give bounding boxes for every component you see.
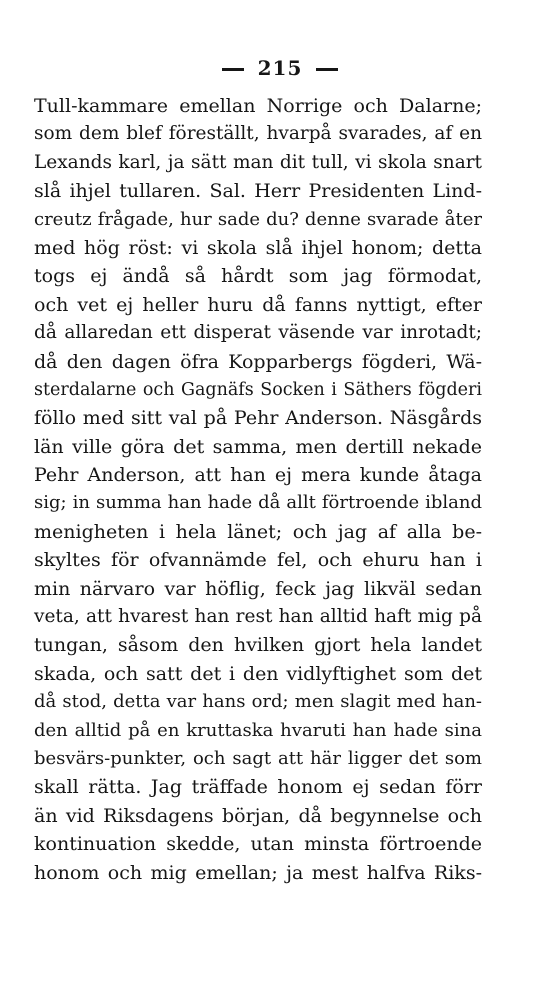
text-line: togs ej ändå så hårdt som jag förmodat, <box>34 265 482 288</box>
text-line: då allaredan ett disperat väsende var inrotadt; <box>34 322 482 344</box>
text-line: veta, att hvarest han rest han alltid haft mig på <box>34 606 482 628</box>
text-line: besvärs-punkter, och sagt att här ligger det som <box>34 747 482 769</box>
text-line: och vet ej heller huru då fanns nyttigt, efter <box>34 293 482 316</box>
text-line: som dem blef föreställt, hvarpå svarades, af en <box>34 123 482 145</box>
text-line: då stod, detta var hans ord; men slagit med han- <box>34 691 482 713</box>
text-line: tungan, såsom den hvilken gjort hela landet <box>34 634 482 657</box>
text-line: skall rätta. Jag träffade honom ej sedan förr <box>34 776 482 799</box>
text-line: slå ihjel tullaren. Sal. Herr Presidenten Lind- <box>34 180 482 203</box>
text-line: Lexands karl, ja sätt man dit tull, vi skola snart <box>34 151 482 173</box>
text-line: sterdalarne och Gagnäfs Socken i Säthers fögderi <box>34 379 482 400</box>
text-line: den alltid på en kruttaska hvaruti han hade sina <box>34 719 482 741</box>
header-dash-left <box>222 68 244 71</box>
text-line: då den dagen öfra Kopparbergs fögderi, Wä- <box>34 350 482 373</box>
text-line: menigheten i hela länet; och jag af alla be- <box>34 520 482 543</box>
text-line: Tull-kammare emellan Norrige och Dalarne; <box>34 95 482 117</box>
text-line: föllo med sitt val på Pehr Anderson. Näsgårds <box>34 407 482 430</box>
text-line: kontinuation skedde, utan minsta förtroende <box>34 833 482 856</box>
text-line: honom och mig emellan; ja mest halfva Riks- <box>34 861 482 884</box>
text-line: län ville göra det samma, men dertill nekade <box>34 435 482 458</box>
text-line: min närvaro var höflig, feck jag likväl sedan <box>34 577 482 600</box>
page-number: 215 <box>257 56 303 80</box>
text-line: Pehr Anderson, att han ej mera kunde åtaga <box>34 464 482 487</box>
text-line: skada, och satt det i den vidlyftighet som det <box>34 662 482 685</box>
page-header <box>0 56 560 80</box>
header-dash-right <box>316 68 338 71</box>
text-line: med hög röst: vi skola slå ihjel honom; detta <box>34 236 482 259</box>
text-line: creutz frågade, hur sade du? denne svarade åter <box>34 208 482 230</box>
body-text <box>34 92 482 887</box>
text-line: sig; in summa han hade då allt förtroende ibland <box>34 492 482 514</box>
text-line: än vid Riksdagens början, då begynnelse och <box>34 804 482 827</box>
text-line: skyltes för ofvannämde fel, och ehuru han i <box>34 549 482 572</box>
